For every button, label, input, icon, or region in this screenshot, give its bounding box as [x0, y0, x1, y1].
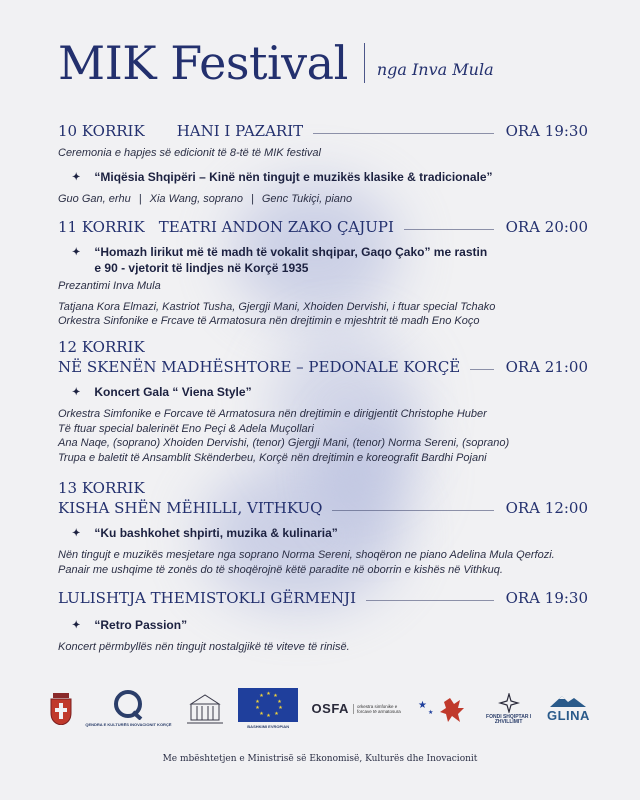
title-divider: [364, 43, 365, 83]
eu-flag-logo: [238, 688, 298, 729]
event-line: Trupa e baletit të Ansamblit Skënderbeu, Korçë nën drejtimin e koreografit Bardhi Pojani: [58, 451, 487, 464]
event-3: [58, 338, 588, 465]
cultural-center-text: QENDRA E KULTURËS INOVACIONIT KORÇË: [85, 722, 172, 727]
cultural-center-logo: [85, 690, 171, 727]
osfa-name: OSFA: [311, 701, 349, 716]
fund-logo: [484, 693, 534, 725]
event-line: Orkestra Sinfonike e Frcave të Armatosura nën drejtimin e mjeshtrit të madh Eno Koço: [58, 315, 480, 327]
event-title-row: [72, 169, 588, 186]
header-line: [366, 600, 494, 601]
event-1: [58, 122, 588, 206]
event-line: Koncert përmbyllës nën tingujt nostalgjikë të viteve të rinisë.: [58, 641, 350, 653]
event-line: Panair me ushqime të zonës do të shoqërojnë këtë paradite në oborrin e kishës në Vithkuq.: [58, 563, 503, 576]
event-title-row: [72, 384, 588, 401]
star-icon: ✦: [72, 247, 81, 258]
event-date: 10 KORRIK: [58, 122, 145, 140]
municipality-building-logo: [185, 692, 225, 726]
korce-crest-logo: [50, 693, 72, 725]
performer: Xia Wang, soprano: [149, 192, 243, 205]
event-date: 13 KORRIK: [58, 479, 145, 497]
event-venue: LULISHTJA THEMISTOKLI GËRMENJI: [58, 589, 357, 607]
star-icon: ✦: [72, 528, 81, 539]
performer: Genc Tukiçi, piano: [261, 192, 353, 205]
event-venue: TEATRI ANDON ZAKO ÇAJUPI: [158, 218, 394, 236]
event-venue: HANI I PAZARIT: [176, 122, 304, 140]
glina-text: GLINA: [546, 708, 590, 723]
event-presenter: Prezantimi Inva Mula: [58, 280, 161, 292]
svg-text:★: ★: [428, 709, 434, 716]
osfa-logo: [312, 701, 401, 716]
footer-text: Me mbështetjen e Ministrisë së Ekonomisë, Kulturës dhe Inovacionit: [162, 754, 478, 764]
event-title: “Ku bashkohet shpirti, muzika & kulinaria”: [94, 526, 338, 540]
event-date: 11 KORRIK: [58, 218, 145, 236]
star-icon: ✦: [72, 387, 81, 398]
event-intro: Ceremonia e hapjes së edicionit të 8-të të MIK festival: [58, 147, 321, 159]
event-line: Orkestra Simfonike e Forcave të Armatosura nën drejtimin e dirigjentit Christophe Huber: [58, 408, 487, 420]
performer: Guo Gan, erhu: [58, 192, 131, 205]
star-icon: ✦: [72, 620, 81, 631]
event-title: “Miqësia Shqipëri – Kinë nën tingujt e muzikës klasike & tradicionale”: [94, 169, 493, 184]
event-time: ORA 12:00: [505, 499, 588, 517]
event-title-row: [72, 525, 588, 542]
albania-eagle-logo: [414, 694, 470, 724]
event-time: ORA 21:00: [505, 358, 588, 376]
star-icon: ✦: [72, 171, 81, 183]
event-line: Tatjana Kora Elmazi, Kastriot Tusha, Gjergji Mani, Xhoiden Dervishi, i ftuar special Tchako: [58, 300, 496, 313]
event-title-row: [72, 244, 588, 276]
eu-text: BASHKIMI EVROPIAN: [247, 724, 290, 729]
performers: Guo Gan, erhu | Xia Wang, soprano | Genc Tukiçi, piano: [58, 192, 353, 205]
event-line: Të ftuar special balerinët Eno Peçi & Adela Muçollari: [58, 422, 314, 435]
event-date: 12 KORRIK: [58, 338, 145, 356]
eu-flag-icon: ★ ★ ★ ★ ★ ★ ★ ★ ★ ★: [238, 688, 298, 722]
event-title: Koncert Gala “ Viena Style”: [94, 385, 252, 399]
event-title: “Retro Passion”: [94, 618, 188, 632]
event-time: ORA 20:00: [505, 218, 588, 236]
event-time: ORA 19:30: [505, 589, 588, 607]
event-line: Nën tingujt e muzikës mesjetare nga soprano Norma Sereni, shoqëron ne piano Adelina Mula Qerfozi.: [58, 549, 555, 561]
header-line: [404, 229, 494, 230]
event-4: [58, 479, 588, 577]
header-line: [470, 369, 493, 370]
glina-logo: [547, 694, 590, 723]
header-line: [332, 510, 493, 511]
event-venue: KISHA SHËN MËHILLI, VITHKUQ: [58, 499, 323, 517]
festival-subtitle: nga Inva Mula: [376, 59, 494, 79]
event-time: ORA 19:30: [505, 122, 588, 140]
event-2: [58, 218, 588, 329]
fund-text: FONDI SHQIPTAR I ZHVILLIMIT: [486, 713, 532, 725]
event-venue: NË SKENËN MADHËSHTORE – PEDONALE KORÇË: [58, 358, 461, 376]
event-5: [58, 589, 588, 655]
svg-text:★: ★: [418, 699, 428, 711]
event-title: “Homazh lirikut më të madh të vokalit shqipar, Gaqo Çako” me rastin e 90 - vjetorit të lindjes në Korçë 1935: [94, 245, 488, 275]
header-line: [313, 133, 493, 134]
festival-title: MIK Festival: [58, 36, 348, 90]
event-title-row: [72, 617, 588, 634]
poster-header: [58, 36, 494, 90]
event-line: Ana Naqe, (soprano) Xhoiden Dervishi, (tenor) Gjergji Mani, (tenor) Norma Sereni, (soprano): [58, 437, 510, 449]
osfa-detail: orkestra simfonike e forcave të armatosura: [353, 704, 401, 714]
sponsor-logos: [50, 688, 590, 729]
